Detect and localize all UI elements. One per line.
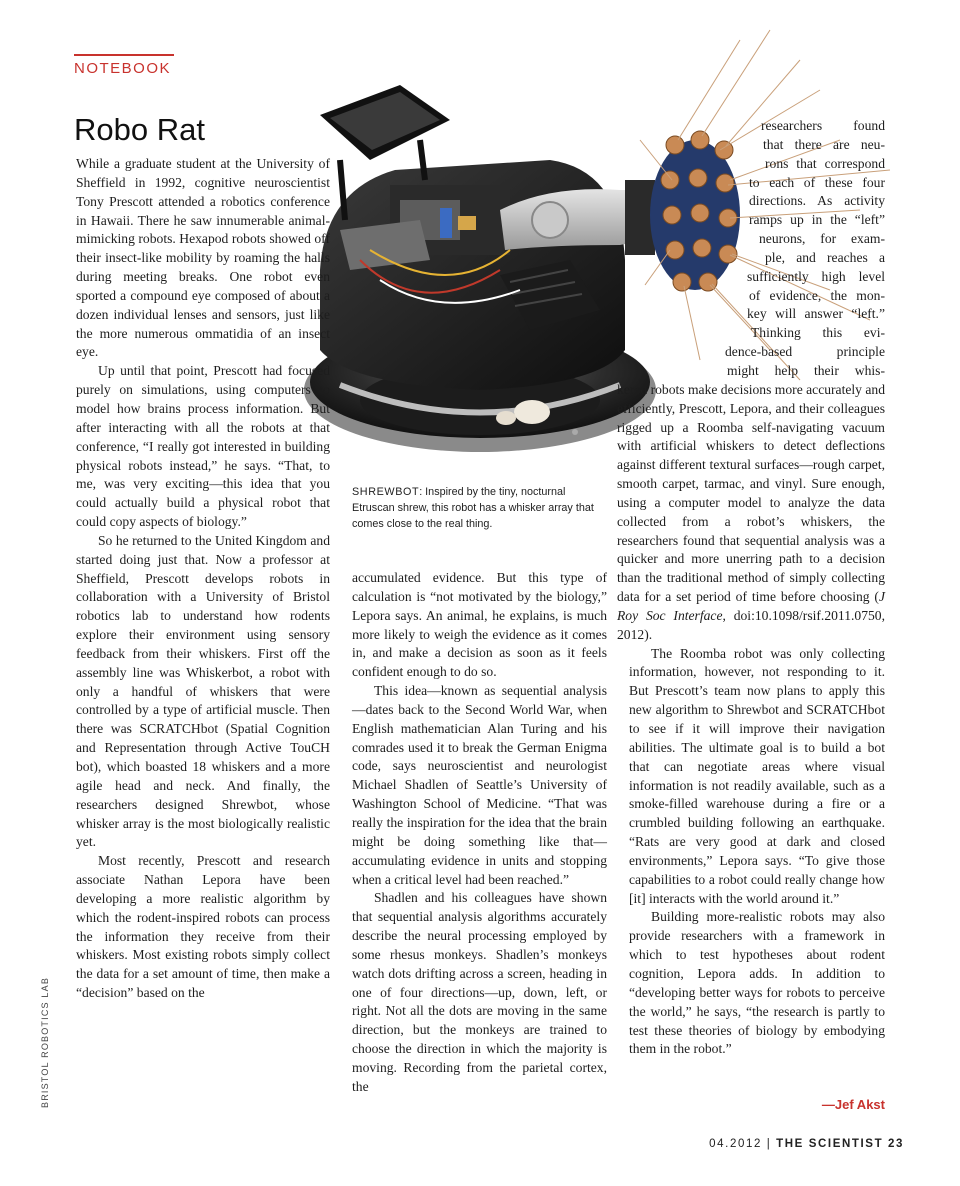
photo-caption: [352, 484, 607, 532]
paragraph: Most recently, Prescott and research associate Nathan Lepora have been developing a more realistic algorithm by which the rodent-inspired robots can process the information they receive from their whiskers. Most existing robots simply collect the data for a set amount of time, then make a “decision” based on the: [76, 853, 330, 1001]
text-line: key will answer “left.”: [747, 306, 885, 322]
article-title: Robo Rat: [74, 112, 205, 147]
text-line: of evidence, the mon-: [749, 287, 885, 303]
text-line: rons that correspond: [765, 155, 885, 171]
photo-credit: BRISTOL ROBOTICS LAB: [40, 976, 50, 1108]
column-1: [76, 155, 330, 1003]
caption-label: SHREWBOT: [352, 486, 420, 498]
journal-name: J Roy Soc Interface: [617, 589, 885, 623]
paragraph: The Roomba robot was only collecting information, however, not responding to it. But Prescott’s team now plans to apply this new algorithm to Shrewbot and SCRATCHbot to see if it will improve their navigation abilities. The ultimate goal is to build a bot that can negotiate areas where visual information is not readily available, such as a smoke-filled warehouse during a fire or a crumbled building following an earthquake. “Rats are very good at dark and closed environments,” Lepora says. “To give those capabilities to a robot could really change how [it] interacts with the world around it.”: [629, 645, 885, 906]
text-line: researchers found: [761, 118, 885, 133]
text-line: dence-based principle: [725, 344, 885, 360]
text-line: might help their whis-: [727, 362, 885, 378]
text-run: kered robots make decisions more accurately and efficiently, Prescott, Lepora, and their colleagues rigged up a Roomba self-navigating vacuum with artificial whiskers to detect deflections against different textural surfaces—rough carpet, smooth carpet, tarmac, and vinyl. Sure enough, using a computer model to analyze the data collected from a robot’s whiskers, the researchers found that sequential analysis was a quicker and more unerring path to a decision than the traditional method of simply collecting data for a set period of time before choosing (: [617, 381, 885, 605]
paragraph: Building more-realistic robots may also provide researchers with a framework in which to test hypotheses about rodent cognition, Lepora adds. In addition to “developing better ways for robots to perceive the world,” he says, “the research is partly to test these theories of biology by embodying them in the robot.”: [629, 909, 885, 1057]
text-line: sufficiently high level: [747, 268, 885, 284]
paragraph: While a graduate student at the University of Sheffield in 1992, cognitive neuroscientist Tony Prescott attended a robotics conference in Hawaii. There he saw innumerable animal-mimicking robots. Hexapod robots showed off their insect-like mobility by roaming the halls during meeting breaks. One robot even sported a compound eye composed of about a dozen individual lenses and sensors, just like the more numerous ommatidia of an insect eye.: [76, 156, 330, 360]
text-run: , doi:10.1098/rsif.2011.0750, 2012).: [617, 607, 885, 642]
byline: —Jef Akst: [821, 1097, 885, 1112]
caption-text: : Inspired by the tiny, nocturnal Etruscan shrew, this robot has a whisker array that comes close to the real thing.: [352, 486, 594, 530]
footer-separator: |: [766, 1138, 772, 1150]
column-2: [352, 569, 607, 1097]
wrapped-lead: [629, 117, 885, 381]
text-line: directions. As activity: [749, 193, 885, 209]
text-line: ple, and reaches a: [765, 249, 885, 265]
text-line: Thinking this evi-: [751, 325, 885, 341]
text-line: that there are neu-: [763, 136, 885, 152]
paragraph: Up until that point, Prescott had focused purely on simulations, using computers to model how brains process information. But after interacting with all the robots at that conference, “I really got interested in building physical robots instead,” he says. “That, to me, was very exciting—this idea that you could actually build a physical robot that could copy aspects of biology.”: [76, 363, 330, 530]
paragraph: So he returned to the United Kingdom and started doing just that. Now a professor at Sheffield, Prescott develops robots in collaboration with a University of Bristol robotics lab to understand how rodents explore their environment using sensory feedback from their whiskers. First off the assembly line was Whiskerbot, a robot with only a handful of whiskers that were controlled by a type of artificial muscle. Then there was SCRATCHbot (Spatial Cognition and Representation through Active TouCH bot), which boasted 18 whiskers and a more agile head and neck. And finally, the researchers designed Shrewbot, whose whisker array is the most biologically realistic yet.: [76, 532, 330, 850]
issue-date: 04.2012: [709, 1138, 762, 1150]
text-line: ramps up in the “left”: [749, 212, 885, 228]
text-line: to each of these four: [749, 174, 885, 190]
paragraph: [617, 381, 885, 645]
column-3: [617, 117, 885, 1059]
paragraph: accumulated evidence. But this type of calculation is “not motivated by the biology,” Lepora says. An animal, he explains, is much more likely to weigh the evidence as it comes in, and make a decision as soon as it feels confident enough to do so.: [352, 570, 607, 680]
page-footer: [709, 1138, 904, 1150]
text-line: neurons, for exam-: [759, 231, 885, 247]
section-rule: [74, 54, 174, 56]
paragraph: This idea—known as sequential analysis—dates back to the Second World War, when English mathematician Alan Turing and his comrades used it to break the German Enigma code, says neuroscientist and neurologist Michael Shadlen of Seattle’s University of Washington School of Medicine. “That was really the inspiration for the idea that the brain might be doing something like that—accumulating evidence in units and stopping when a critical level had been reached.”: [352, 683, 607, 887]
paragraph: Shadlen and his colleagues have shown that sequential analysis algorithms accurately describe the neural processing employed by some rhesus monkeys. Shadlen’s monkeys watch dots drifting across a screen, heading in one of four directions—up, down, left, or right. Not all the dots are moving in the same direction, but the monkeys are trained to choose the direction in which the majority is moving. Recording from the parietal cortex, the: [352, 890, 607, 1094]
magazine-name: THE SCIENTIST: [776, 1138, 884, 1150]
section-label: NOTEBOOK: [74, 60, 172, 77]
page-number: 23: [888, 1138, 904, 1150]
